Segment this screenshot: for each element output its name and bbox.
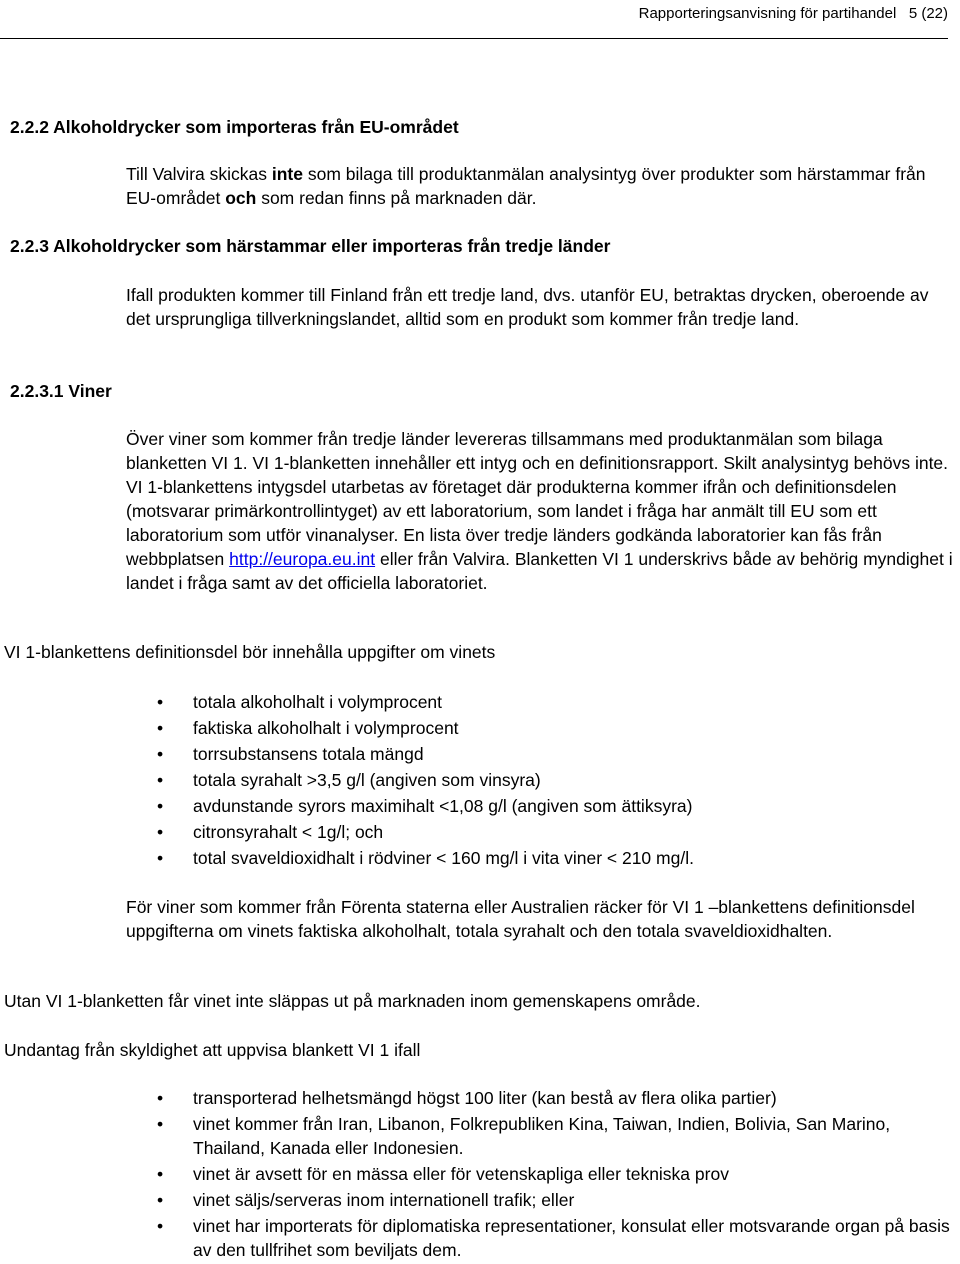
exception-intro: Undantag från skyldighet att uppvisa blankett VI 1 ifall xyxy=(4,1040,421,1060)
definition-list xyxy=(193,690,953,872)
list-item: • total svaveldioxidhalt i rödviner < 160 mg/l i vita viner < 210 mg/l. xyxy=(193,846,953,870)
list-item: • vinet är avsett för en mässa eller för vetenskapliga eller tekniska prov xyxy=(193,1162,953,1186)
list-item: • totala syrahalt >3,5 g/l (angiven som vinsyra) xyxy=(193,768,953,792)
paragraph-third-country: Ifall produkten kommer till Finland från ett tredje land, dvs. utanför EU, betraktas drycken, oberoende av det ursprungliga tillverkningslandet, alltid som en produkt som kommer från tredje land. xyxy=(126,285,929,329)
section-heading-2-2-2: 2.2.2 Alkoholdrycker som importeras från EU-området xyxy=(10,117,459,137)
list-item: • citronsyrahalt < 1g/l; och xyxy=(193,820,953,844)
list-item: • avdunstande syrors maximihalt <1,08 g/l (angiven som ättiksyra) xyxy=(193,794,953,818)
list-item: • transporterad helhetsmängd högst 100 liter (kan bestå av flera olika partier) xyxy=(193,1086,953,1110)
list-item: • vinet kommer från Iran, Libanon, Folkrepubliken Kina, Taiwan, Indien, Bolivia, San Marino, Thailand, Kanada eller Indonesien. xyxy=(193,1112,953,1160)
emphasis-och: och xyxy=(225,188,257,208)
page-number: 5 (22) xyxy=(908,5,948,22)
header-divider xyxy=(0,38,948,39)
paragraph-wines: Över viner som kommer från tredje länder levereras tillsammans med produktanmälan som bilaga blanketten VI 1. VI 1-blanketten innehåller ett intyg och en definitionsrapport. Skilt analysintyg behövs inte. VI 1-blankettens intygsdel utarbetas av företaget där produkterna kommer ifrån och definitionsdelen (motsvarar primärkontrollintyget) av ett laboratorium, som landet i fråga har anmält till EU som ett laboratorium som utför vinanalyser. En lista över tredje länders godkända laboratorier kan fås från webbplatsen http://europa.eu.int eller från Valvira. Blanketten VI 1 underskrivs både av behörig myndighet i landet i fråga samt av det officiella laboratoriet. xyxy=(126,429,953,593)
running-title: Rapporteringsanvisning för partihandel xyxy=(638,5,897,22)
list-item: • faktiska alkoholhalt i volymprocent xyxy=(193,716,953,740)
paragraph-without-form: Utan VI 1-blanketten får vinet inte släppas ut på marknaden inom gemenskapens område. xyxy=(4,991,701,1011)
paragraph-us-australia: För viner som kommer från Förenta staterna eller Australien räcker för VI 1 –blankettens definitionsdel uppgifterna om vinets faktiska alkoholhalt, totala syrahalt och den totala svaveldioxidhalten. xyxy=(126,897,915,941)
exception-list xyxy=(193,1086,953,1264)
list-item: • torrsubstansens totala mängd xyxy=(193,742,953,766)
section-heading-2-2-3: 2.2.3 Alkoholdrycker som härstammar eller importeras från tredje länder xyxy=(10,236,611,256)
list-item: • vinet har importerats för diplomatiska representationer, konsulat eller motsvarande organ på basis av den tullfrihet som beviljats dem. xyxy=(193,1214,953,1262)
definition-intro: VI 1-blankettens definitionsdel bör innehålla uppgifter om vinets xyxy=(4,642,496,662)
paragraph-eu-import: Till Valvira skickas inte som bilaga till produktanmälan analysintyg över produkter som härstammar från EU-området och som redan finns på marknaden där. xyxy=(126,164,926,208)
section-heading-2-2-3-1: 2.2.3.1 Viner xyxy=(10,381,112,401)
emphasis-inte: inte xyxy=(271,164,303,184)
list-item: • totala alkoholhalt i volymprocent xyxy=(193,690,953,714)
europa-link[interactable]: http://europa.eu.int xyxy=(229,549,376,569)
page-header xyxy=(0,0,948,24)
list-item: • vinet säljs/serveras inom internationell trafik; eller xyxy=(193,1188,953,1212)
